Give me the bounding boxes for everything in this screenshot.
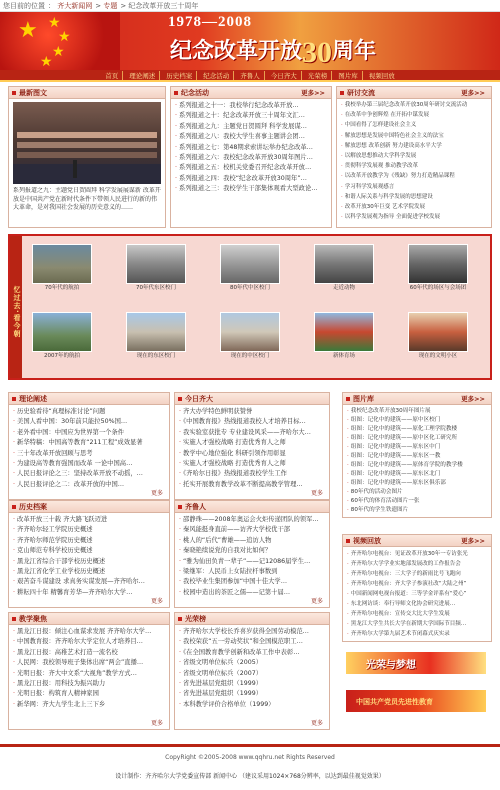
- star-icon: ★: [18, 18, 38, 43]
- footer: [0, 744, 500, 790]
- main-nav: [0, 70, 500, 82]
- nav-pictures[interactable]: 图片库: [334, 71, 363, 80]
- list-item[interactable]: · 60年代的体育活动图片一张: [347, 497, 487, 506]
- list-item[interactable]: · 组图：记化中的建筑——原中区化工研究所: [347, 434, 487, 443]
- list-item[interactable]: · 组图：记化中的建筑——原东区俱乐部: [347, 479, 487, 488]
- research-panel: [336, 86, 492, 228]
- banner-number: 30: [302, 36, 333, 69]
- latest-photo-panel: [8, 86, 166, 228]
- list-item[interactable]: · 历史验看待“真理标准讨论”问题: [13, 407, 165, 417]
- list-item[interactable]: · 新华特稿：中国高等教育“211工程”成效显著: [13, 438, 165, 448]
- list-item[interactable]: · 系列报道之六：我校纪念改革开放30周年图片…: [175, 153, 327, 163]
- panel-title: 今日齐大: [175, 393, 329, 405]
- today-panel: [174, 392, 330, 500]
- list-item[interactable]: · 齐大办学特色鲜明获赞誉: [179, 407, 325, 417]
- list-item[interactable]: · 人民网：我校领导班子集体出席“两会”直播…: [13, 658, 165, 668]
- banner-dates: 1978—2008: [168, 14, 252, 30]
- list-item[interactable]: · 黑龙江省综合干部学校历史概述: [13, 557, 165, 567]
- list-item[interactable]: · 人民日报评论之三：坚持改革开放不动摇，…: [13, 469, 165, 479]
- list-item[interactable]: · 解放思想 改革创新 努力建设高水平大学: [341, 141, 487, 151]
- list-item[interactable]: · 我校荣获“五一劳动奖状”和全国模范职工…: [179, 637, 325, 647]
- list-item[interactable]: · 为建设高等教育强国而改革 一论中国高…: [13, 459, 165, 469]
- pictures-more-link[interactable]: 更多>>: [461, 395, 485, 403]
- list-item[interactable]: · 解放思想是发展中国特色社会主义的法宝: [341, 131, 487, 141]
- nav-history[interactable]: 历史档案: [162, 71, 197, 80]
- latest-photo-image[interactable]: [13, 102, 161, 184]
- gallery-thumb[interactable]: [32, 312, 92, 362]
- history-more-link[interactable]: 更多: [150, 598, 163, 605]
- list-item[interactable]: · 省级文明单位标兵（2005）: [179, 658, 325, 668]
- honor-panel: [174, 612, 330, 730]
- list-item[interactable]: · 托实开展教育教学改革不断提高教学管理…: [179, 480, 325, 490]
- latest-photo-caption: 系列报道之九：主题党日贺圆拜 科学发展展谋新 改革开放是中国共产党在新时代条件下带领人民进行的新的伟大革命，是对我国社会发展的历史意义的……: [13, 187, 161, 211]
- list-item[interactable]: · “雅为仙田负青一辈子”——记12086届学生…: [179, 557, 325, 567]
- breadcrumb: 您目前的位置 ： 齐大新闻网 > 专题 > 纪念改革开放三十周年: [0, 0, 500, 12]
- today-list: [175, 405, 329, 492]
- gallery-caption: 新体育场: [332, 353, 355, 359]
- list-item[interactable]: · 系列报道之十一：我校举行纪念改革开放…: [175, 101, 327, 111]
- today-more-link[interactable]: 更多: [310, 490, 323, 497]
- breadcrumb-item-site[interactable]: 齐大新闻网: [57, 2, 93, 10]
- ad-banner-text: 光荣与梦想: [366, 660, 416, 671]
- gallery-caption: 70年代的航拍: [44, 285, 80, 291]
- list-item[interactable]: · 系列报道之十：纪念改革开放三十周年文汇…: [175, 111, 327, 121]
- list-item[interactable]: · 黑龙江大学生共长大学在新期大学国际节目频…: [347, 619, 487, 629]
- tertiary-more-link[interactable]: 更多: [150, 720, 163, 727]
- list-item[interactable]: · 黑龙江日报：用科技为振兴助力: [13, 679, 165, 689]
- gallery-caption: 现在的中区校门: [230, 353, 270, 359]
- list-item[interactable]: · 秦晓艳续说党的自我对比如何？: [179, 546, 325, 556]
- theory-list: [9, 405, 169, 490]
- panel-title: 图片库: [353, 395, 374, 403]
- gallery-thumb[interactable]: [314, 312, 374, 362]
- list-item[interactable]: · 系列报道之九：主题党日贺圆拜 科学发展谋…: [175, 122, 327, 132]
- gallery-thumb[interactable]: [408, 244, 468, 294]
- activities-panel: [170, 86, 332, 228]
- qilu-panel: [174, 500, 330, 608]
- ad-banner-text: 中国共产党员先进性教育: [356, 698, 433, 706]
- panel-title: 教学聚焦: [9, 613, 169, 625]
- list-item[interactable]: · 和谐人际关系与科学发展的思想建设: [341, 192, 487, 202]
- list-item[interactable]: · 我校举办第三届纪念改革开放30周年研讨交流活动: [341, 100, 487, 110]
- list-item[interactable]: · 齐齐哈尔轻工学院历史概述: [13, 525, 165, 535]
- list-item[interactable]: · 我校纪念改革开放30周年图片展: [347, 407, 487, 416]
- nav-activities[interactable]: 纪念活动: [199, 71, 234, 80]
- list-item[interactable]: · 中国看得了怎样建设社会主义: [341, 120, 487, 130]
- history-panel: [8, 500, 170, 608]
- honor-more-link[interactable]: 更多: [310, 720, 323, 727]
- list-item[interactable]: · 组图：记化中的建筑——原东区中门: [347, 443, 487, 452]
- tertiary-panel: [8, 612, 170, 730]
- video-more-link[interactable]: 更多>>: [461, 537, 485, 545]
- gallery-caption: 2007年的航拍: [44, 353, 80, 359]
- list-item[interactable]: · 在改革中争创辉煌 在开拓中谋发展: [341, 110, 487, 120]
- banner-title-text: 纪念改革开放: [170, 38, 303, 63]
- list-item[interactable]: · 组图：记化中的建筑——原中区校门: [347, 416, 487, 425]
- list-item[interactable]: · 系列报道之四：我校“纪念改革开放30周年”…: [175, 174, 327, 184]
- panel-title: 视频回放: [353, 537, 381, 545]
- list-item[interactable]: · 省级文明单位标兵（2007）: [179, 669, 325, 679]
- star-icon: ★: [52, 44, 65, 60]
- panel-title: 光荣榜: [175, 613, 329, 625]
- list-item[interactable]: · 以改革开放教学为《残缺》努力打造精品课程: [341, 171, 487, 181]
- qilu-list: [175, 513, 329, 600]
- gallery-caption: 现在的文明小区: [418, 353, 458, 359]
- list-item[interactable]: · 齐齐哈尔师范学院历史概述: [13, 536, 165, 546]
- panel-title: 纪念活动: [181, 89, 209, 97]
- list-item[interactable]: · 齐齐哈尔电视台：宣传交大比大学生发展: [347, 609, 487, 619]
- nav-video[interactable]: 视频回放: [368, 71, 395, 80]
- banner-title: [170, 34, 376, 70]
- footer-credit: 设计制作：齐齐哈尔大学党委宣传部 新闻中心 （建议采用1024×768分辨率，以达到最佳视觉效果）: [115, 773, 385, 780]
- list-item[interactable]: · 组图：记化中的建筑——原东区北门: [347, 470, 487, 479]
- list-item[interactable]: · 新华网：齐大九学生北上三下乡: [13, 700, 165, 710]
- list-item[interactable]: · 改革开放30年巨变 艺术学院发展: [341, 202, 487, 212]
- list-item[interactable]: · 贯彻科学发展观 推动教学改革: [341, 161, 487, 171]
- list-item[interactable]: · 黑龙江省化学工业学校历史概述: [13, 567, 165, 577]
- nav-today[interactable]: 今日齐大: [267, 71, 302, 80]
- breadcrumb-item-current: 纪念改革开放三十周年: [128, 2, 199, 10]
- ad-banner-party[interactable]: [346, 690, 486, 712]
- gallery-side-label: 忆过去·看今朝: [10, 236, 22, 378]
- list-item[interactable]: · 齐齐哈尔大学第九届艺术节闭幕式庆实录: [347, 629, 487, 639]
- gallery-caption: 70年代东区校门: [136, 285, 176, 291]
- panel-title: 研讨交流: [347, 89, 375, 97]
- research-list: [337, 99, 491, 224]
- panel-title: 齐鲁人: [175, 501, 329, 513]
- honor-list: [175, 625, 329, 712]
- ad-banner-dream[interactable]: [346, 652, 486, 674]
- list-item[interactable]: · 我实验室获批专 专业建设风采——齐哈尔大…: [179, 428, 325, 438]
- list-item[interactable]: · 我校毕业生集团参加“中国十佳大学…: [179, 577, 325, 587]
- panel-title: 理论阐述: [9, 393, 169, 405]
- list-item[interactable]: · 省先进基层党组织（1999）: [179, 679, 325, 689]
- breadcrumb-item-topic[interactable]: 专题: [103, 2, 118, 10]
- list-item[interactable]: · 艰苦奋斗谋建设 求真务实谋发展—齐齐哈尔…: [13, 577, 165, 587]
- list-item[interactable]: · 黑龙江日报：高稚艺术打造一流名校: [13, 648, 165, 658]
- list-item[interactable]: · 组图：记化中的建筑——原化工理学院教楼: [347, 425, 487, 434]
- panel-title: 最新图文: [9, 87, 165, 99]
- research-more-link[interactable]: 更多>>: [461, 89, 485, 97]
- panel-title: 历史档案: [9, 501, 169, 513]
- list-item[interactable]: · 齐齐哈尔电视台：三大学子的新雨比号飞跑向: [347, 569, 487, 579]
- list-item[interactable]: · 耕耘四十年 精馨育芳华—齐齐哈尔大学…: [13, 588, 165, 598]
- gallery-caption: 现在的东区校门: [136, 353, 176, 359]
- list-item[interactable]: · 人民日报评论之二：改革开放的中国…: [13, 480, 165, 490]
- list-item[interactable]: · 秦风能挺身直前——访齐大学校优干部: [179, 525, 325, 535]
- list-item[interactable]: · 系列报道之八：我校大学生喜事主题讲会团…: [175, 132, 327, 142]
- breadcrumb-prefix: 您目前的位置: [3, 2, 45, 10]
- history-list: [9, 513, 169, 600]
- list-item[interactable]: · 东北网访谈：奉行导师文化协会研究进展…: [347, 599, 487, 609]
- list-item[interactable]: · 改革开放三十载 齐大路飞跃迈进: [13, 515, 165, 525]
- footer-copyright: CopyRight ©2005-2008 www.qqhru.net Rights Reserved: [165, 754, 335, 761]
- list-item[interactable]: · 组图：记化中的建筑——原体育学院的教学楼: [347, 461, 487, 470]
- list-item[interactable]: · 以解放思想推动大学科学发展: [341, 151, 487, 161]
- gallery-caption: 60年代的场区与会场团: [409, 285, 467, 291]
- nav-qilu[interactable]: 齐鲁人: [236, 71, 265, 80]
- list-item[interactable]: · 省先进基层党组织（1999）: [179, 689, 325, 699]
- list-item[interactable]: · 系列报道之五：校机关党委召开纪念改革开放…: [175, 163, 327, 173]
- header-banner: [0, 12, 500, 70]
- gallery-thumb[interactable]: [220, 312, 280, 362]
- gallery-thumb[interactable]: [32, 244, 92, 294]
- list-item[interactable]: · 齐齐哈尔大学校长乔喜岁获得全国劳动模范…: [179, 627, 325, 637]
- star-icon: ★: [58, 29, 71, 45]
- list-item[interactable]: · 中国教育报：齐齐哈尔大学定位人才培养目…: [13, 637, 165, 647]
- star-icon: ★: [48, 15, 61, 31]
- theory-more-link[interactable]: 更多: [150, 490, 163, 497]
- list-item[interactable]: · 实施人才强校战略 打造优秀育人之师: [179, 438, 325, 448]
- list-item[interactable]: · 系列报道之三：我校学生干部集体观看大型政论…: [175, 184, 327, 194]
- list-item[interactable]: · 齐齐哈尔大学学业实地部发展改的工作报告会: [347, 559, 487, 569]
- list-item[interactable]: · 80年代的活动会图片: [347, 488, 487, 497]
- qilu-more-link[interactable]: 更多: [310, 598, 323, 605]
- list-item[interactable]: · 黑龙江日报：倾注心血谋求发展 齐齐哈尔大学…: [13, 627, 165, 637]
- list-item[interactable]: · 光明日报：构筑育人精神家园: [13, 689, 165, 699]
- list-item[interactable]: · 齐齐哈尔电视台：齐大学子参演社改“大陆之州”: [347, 579, 487, 589]
- list-item[interactable]: · 桃人的“后代”曹雄——追访人物: [179, 536, 325, 546]
- list-item[interactable]: · 中国新闻网电视台报道：三等学金评系有“爱心”: [347, 589, 487, 599]
- gallery-thumb[interactable]: [408, 312, 468, 362]
- list-item[interactable]: · 光明日报：齐大中文系“大视角”教学方式…: [13, 669, 165, 679]
- gallery-thumb[interactable]: [126, 244, 186, 294]
- list-item[interactable]: · 梁继军：人民币上女陆拉杆事数到: [179, 567, 325, 577]
- list-item[interactable]: · 实施人才强校战略 打造优秀育人之师: [179, 459, 325, 469]
- gallery-thumb[interactable]: [220, 244, 280, 294]
- list-item[interactable]: · 邵静珠——2008年奥运会火炬传递团队的领军…: [179, 515, 325, 525]
- list-item[interactable]: · 教学中心地位强化 科研引领作用彰显: [179, 449, 325, 459]
- list-item[interactable]: · 齐齐哈尔电视台：见证改革开放30年一专访张光: [347, 549, 487, 559]
- theory-panel: [8, 392, 170, 500]
- list-item[interactable]: · 三十年改革开放回顾与思考: [13, 449, 165, 459]
- list-item[interactable]: · 学习科学发展观感言: [341, 182, 487, 192]
- nav-theory[interactable]: 理论阐述: [125, 71, 160, 80]
- list-item[interactable]: · 组图：记化中的建筑——原东区一教: [347, 452, 487, 461]
- gallery-thumb[interactable]: [126, 312, 186, 362]
- list-item[interactable]: · 克山师范专科学校历史概述: [13, 546, 165, 556]
- video-panel: [342, 534, 492, 642]
- banner-suffix: 周年: [332, 38, 377, 63]
- video-list: [343, 547, 491, 641]
- list-item[interactable]: · 本科教学评价合格单位（1999）: [179, 700, 325, 710]
- tertiary-list: [9, 625, 169, 712]
- list-item[interactable]: · 系列报道之七：第48期求索讲坛举办纪念改革…: [175, 143, 327, 153]
- list-item[interactable]: · 老外看中国：中国应为世界第一个条件: [13, 428, 165, 438]
- activities-more-link[interactable]: 更多>>: [301, 89, 325, 97]
- gallery-caption: 80年代中区校门: [230, 285, 270, 291]
- list-item[interactable]: · 《齐哈尔日报》热线报道我校学生工作: [179, 469, 325, 479]
- pictures-list: [343, 405, 491, 517]
- gallery-thumb[interactable]: [314, 244, 374, 294]
- pictures-panel: [342, 392, 492, 518]
- list-item[interactable]: · 《中国教育报》热线报道我校人才培养目标…: [179, 417, 325, 427]
- gallery-section: [8, 234, 492, 380]
- list-item[interactable]: · 以科学发展观为指导 全面促进学校发展: [341, 212, 487, 222]
- list-item[interactable]: · 美国人看中国：30年前只能拉50%国…: [13, 417, 165, 427]
- nav-honor[interactable]: 光荣榜: [304, 71, 333, 80]
- list-item[interactable]: · 校园中造出的茶匠之儒——记第十届…: [179, 588, 325, 598]
- gallery-caption: 走近动物: [332, 285, 355, 291]
- activities-list: [171, 99, 331, 197]
- list-item[interactable]: · 《在全国教育教学创新和改革工作中表彰…: [179, 648, 325, 658]
- choir-photo-icon: [13, 102, 161, 184]
- nav-home[interactable]: 首页: [101, 71, 123, 80]
- star-icon: ★: [40, 54, 53, 70]
- list-item[interactable]: · 80年代的学生铁遗图片: [347, 506, 487, 515]
